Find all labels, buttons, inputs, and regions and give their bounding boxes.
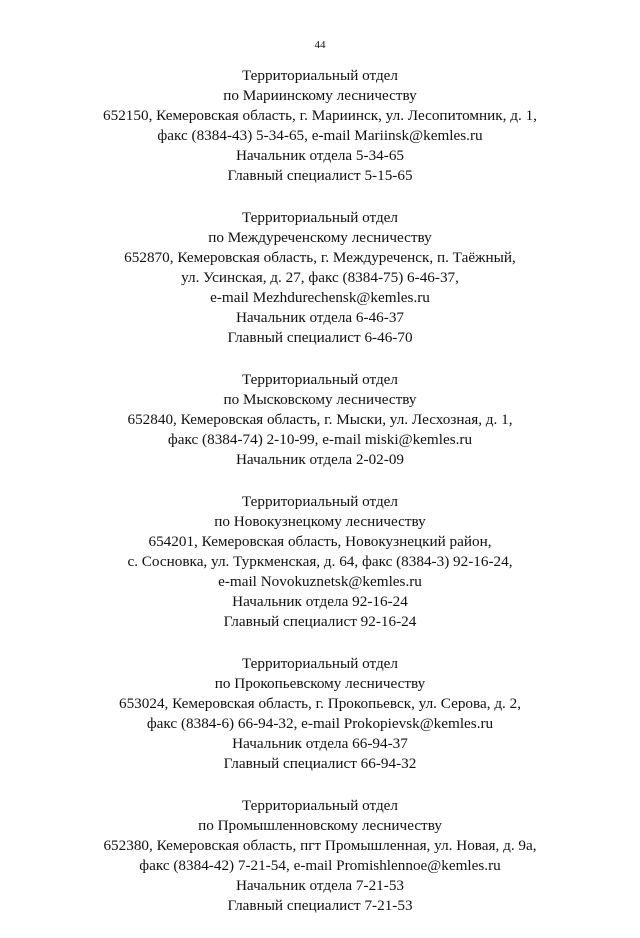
specialist-phone: Главный специалист 92-16-24 [223, 613, 417, 630]
forestry-name: по Новокузнецкому лесничеству [214, 513, 426, 530]
head-phone: Начальник отдела 6-46-37 [235, 309, 405, 326]
office-title: Территориальный отдел [241, 371, 399, 388]
office-block-promishlennoe [0, 796, 640, 916]
office-block-novokuznetsk [0, 492, 640, 632]
head-phone: Начальник отдела 7-21-53 [235, 877, 405, 894]
head-phone: Начальник отдела 5-34-65 [235, 147, 405, 164]
contact-line: факс (8384-74) 2-10-99, e-mail miski@kemles.ru [167, 431, 473, 448]
specialist-phone: Главный специалист 5-15-65 [227, 167, 413, 184]
document-content [0, 66, 640, 938]
address-line: ул. Усинская, д. 27, факс (8384-75) 6-46-37, [181, 269, 459, 286]
office-block-myski [0, 370, 640, 470]
address-line: 654201, Кемеровская область, Новокузнецкий район, [148, 533, 492, 550]
address-line: с. Сосновка, ул. Туркменская, д. 64, факс (8384-3) 92-16-24, [127, 553, 513, 570]
forestry-name: по Междуреченскому лесничеству [208, 229, 432, 246]
forestry-name: по Мариинскому лесничеству [223, 87, 417, 104]
address-line: 653024, Кемеровская область, г. Прокопьевск, ул. Серова, д. 2, [118, 695, 522, 712]
contact-line: факс (8384-43) 5-34-65, e-mail Mariinsk@kemles.ru [157, 127, 483, 144]
office-block-mariinsk [0, 66, 640, 186]
address-line: 652840, Кемеровская область, г. Мыски, ул. Лесхозная, д. 1, [127, 411, 513, 428]
head-phone: Начальник отдела 2-02-09 [235, 451, 405, 468]
office-title: Территориальный отдел [241, 209, 399, 226]
office-block-prokopievsk [0, 654, 640, 774]
office-title: Территориальный отдел [241, 67, 399, 84]
head-phone: Начальник отдела 92-16-24 [232, 593, 408, 610]
office-title: Территориальный отдел [241, 797, 399, 814]
address-line: 652150, Кемеровская область, г. Мариинск, ул. Лесопитомник, д. 1, [103, 107, 537, 124]
office-title: Территориальный отдел [241, 493, 399, 510]
forestry-name: по Прокопьевскому лесничеству [214, 675, 426, 692]
forestry-name: по Мысковскому лесничеству [223, 391, 417, 408]
forestry-name: по Промышленновскому лесничеству [198, 817, 442, 834]
email-line: e-mail Novokuznetsk@kemles.ru [218, 573, 422, 590]
head-phone: Начальник отдела 66-94-37 [232, 735, 408, 752]
office-title: Территориальный отдел [241, 655, 399, 672]
address-line: 652870, Кемеровская область, г. Междуреченск, п. Таёжный, [124, 249, 516, 266]
office-block-mezhdurechensk [0, 208, 640, 348]
specialist-phone: Главный специалист 7-21-53 [227, 897, 413, 914]
page-number: 44 [314, 39, 326, 51]
contact-line: факс (8384-42) 7-21-54, e-mail Promishlennoe@kemles.ru [139, 857, 501, 874]
specialist-phone: Главный специалист 6-46-70 [227, 329, 413, 346]
address-line: 652380, Кемеровская область, пгт Промышленная, ул. Новая, д. 9а, [103, 837, 537, 854]
email-line: e-mail Mezhdurechensk@kemles.ru [210, 289, 430, 306]
specialist-phone: Главный специалист 66-94-32 [223, 755, 417, 772]
contact-line: факс (8384-6) 66-94-32, e-mail Prokopievsk@kemles.ru [146, 715, 494, 732]
